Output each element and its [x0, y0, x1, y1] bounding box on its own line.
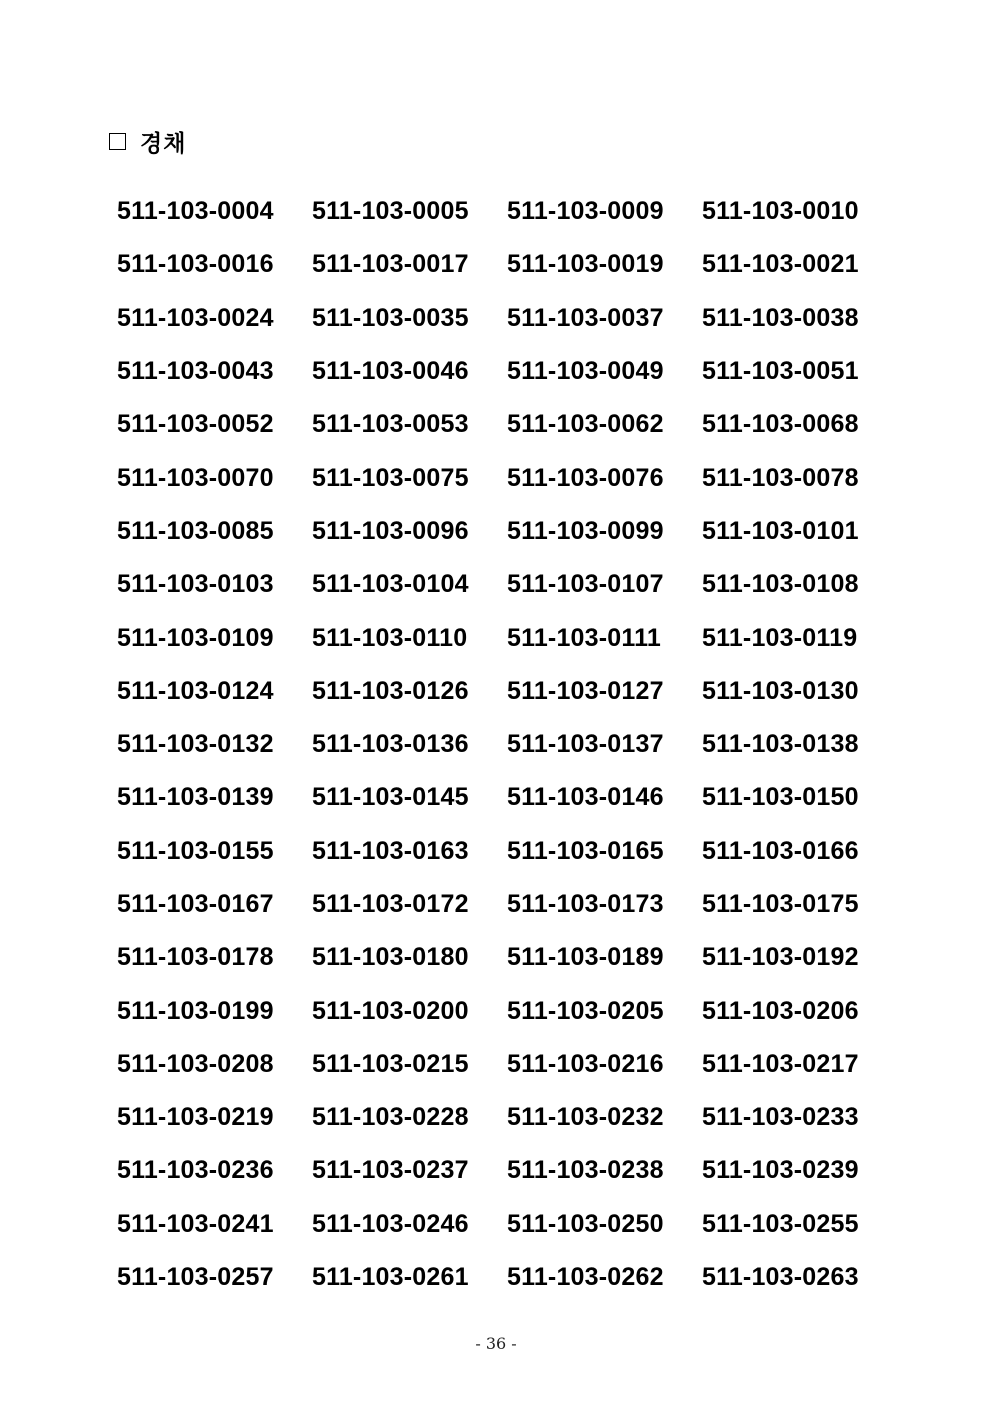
code-cell: 511-103-0010 — [702, 197, 859, 226]
code-cell: 511-103-0085 — [117, 516, 274, 545]
code-cell: 511-103-0068 — [702, 410, 859, 439]
code-cell: 511-103-0216 — [507, 1049, 664, 1078]
code-cell: 511-103-0165 — [507, 836, 664, 865]
code-cell: 511-103-0009 — [507, 197, 664, 226]
code-cell: 511-103-0255 — [702, 1209, 859, 1238]
code-cell: 511-103-0096 — [312, 516, 469, 545]
code-cell: 511-103-0263 — [702, 1263, 859, 1292]
code-list — [117, 185, 897, 1304]
code-cell: 511-103-0138 — [702, 730, 859, 759]
code-row — [117, 1038, 897, 1091]
code-cell: 511-103-0046 — [312, 357, 469, 386]
section-heading — [109, 124, 186, 158]
code-cell: 511-103-0062 — [507, 410, 664, 439]
code-row — [117, 292, 897, 345]
code-cell: 511-103-0035 — [312, 303, 469, 332]
code-cell: 511-103-0005 — [312, 197, 469, 226]
code-cell: 511-103-0166 — [702, 836, 859, 865]
code-row — [117, 1144, 897, 1197]
code-cell: 511-103-0016 — [117, 250, 274, 279]
code-cell: 511-103-0136 — [312, 730, 469, 759]
code-cell: 511-103-0127 — [507, 676, 664, 705]
page-number: - 36 - — [475, 1334, 517, 1353]
code-row — [117, 665, 897, 718]
code-row — [117, 398, 897, 451]
code-cell: 511-103-0021 — [702, 250, 859, 279]
code-cell: 511-103-0049 — [507, 357, 664, 386]
code-cell: 511-103-0239 — [702, 1156, 859, 1185]
code-cell: 511-103-0175 — [702, 890, 859, 918]
code-cell: 511-103-0146 — [507, 783, 664, 812]
code-cell: 511-103-0070 — [117, 463, 274, 492]
code-cell: 511-103-0137 — [507, 730, 664, 759]
code-cell: 511-103-0180 — [312, 943, 469, 972]
code-cell: 511-103-0200 — [312, 996, 469, 1025]
code-row — [117, 185, 897, 238]
code-cell: 511-103-0236 — [117, 1156, 274, 1185]
code-cell: 511-103-0241 — [117, 1209, 274, 1238]
code-cell: 511-103-0126 — [312, 676, 469, 705]
code-row — [117, 238, 897, 291]
code-cell: 511-103-0004 — [117, 197, 274, 226]
code-cell: 511-103-0246 — [312, 1209, 469, 1238]
code-row — [117, 1251, 897, 1304]
code-cell: 511-103-0130 — [702, 676, 859, 705]
code-row — [117, 558, 897, 611]
code-cell: 511-103-0075 — [312, 463, 469, 492]
code-cell: 511-103-0173 — [507, 890, 664, 918]
code-row — [117, 931, 897, 984]
code-cell: 511-103-0109 — [117, 623, 274, 652]
code-cell: 511-103-0232 — [507, 1103, 664, 1132]
code-cell: 511-103-0167 — [117, 890, 274, 918]
code-cell: 511-103-0145 — [312, 783, 469, 812]
code-cell: 511-103-0262 — [507, 1263, 664, 1292]
code-cell: 511-103-0163 — [312, 836, 469, 865]
code-cell: 511-103-0172 — [312, 890, 469, 918]
code-row — [117, 718, 897, 771]
code-cell: 511-103-0104 — [312, 570, 469, 599]
code-cell: 511-103-0238 — [507, 1156, 664, 1185]
code-cell: 511-103-0132 — [117, 730, 274, 759]
code-cell: 511-103-0205 — [507, 996, 664, 1025]
code-cell: 511-103-0215 — [312, 1049, 469, 1078]
code-row — [117, 771, 897, 824]
code-cell: 511-103-0052 — [117, 410, 274, 439]
code-cell: 511-103-0101 — [702, 516, 859, 545]
code-cell: 511-103-0053 — [312, 410, 469, 439]
code-cell: 511-103-0037 — [507, 303, 664, 332]
code-cell: 511-103-0017 — [312, 250, 469, 279]
code-cell: 511-103-0217 — [702, 1049, 859, 1078]
code-row — [117, 825, 897, 878]
code-cell: 511-103-0237 — [312, 1156, 469, 1185]
code-cell: 511-103-0150 — [702, 783, 859, 812]
code-cell: 511-103-0206 — [702, 996, 859, 1025]
code-cell: 511-103-0261 — [312, 1263, 469, 1292]
code-cell: 511-103-0124 — [117, 676, 274, 705]
code-cell: 511-103-0228 — [312, 1103, 469, 1132]
code-cell: 511-103-0111 — [507, 623, 661, 652]
code-cell: 511-103-0043 — [117, 357, 274, 386]
checkbox-icon — [109, 133, 126, 150]
code-cell: 511-103-0051 — [702, 357, 859, 386]
code-cell: 511-103-0189 — [507, 943, 664, 972]
code-cell: 511-103-0192 — [702, 943, 859, 972]
code-cell: 511-103-0119 — [702, 623, 858, 652]
code-cell: 511-103-0076 — [507, 463, 664, 492]
code-cell: 511-103-0107 — [507, 570, 664, 599]
code-row — [117, 451, 897, 504]
code-cell: 511-103-0219 — [117, 1103, 274, 1132]
code-cell: 511-103-0155 — [117, 836, 274, 865]
code-cell: 511-103-0038 — [702, 303, 859, 332]
code-cell: 511-103-0108 — [702, 570, 859, 599]
code-row — [117, 984, 897, 1037]
code-cell: 511-103-0099 — [507, 516, 664, 545]
code-row — [117, 878, 897, 931]
code-cell: 511-103-0103 — [117, 570, 274, 599]
code-cell: 511-103-0139 — [117, 783, 274, 812]
code-row — [117, 1198, 897, 1251]
code-cell: 511-103-0078 — [702, 463, 859, 492]
code-cell: 511-103-0233 — [702, 1103, 859, 1132]
code-cell: 511-103-0019 — [507, 250, 664, 279]
code-row — [117, 345, 897, 398]
code-cell: 511-103-0199 — [117, 996, 274, 1025]
code-row — [117, 505, 897, 558]
code-row — [117, 1091, 897, 1144]
code-cell: 511-103-0208 — [117, 1049, 274, 1078]
code-row — [117, 611, 897, 664]
code-cell: 511-103-0257 — [117, 1263, 274, 1292]
section-title: 경채 — [140, 130, 187, 157]
code-cell: 511-103-0250 — [507, 1209, 664, 1238]
code-cell: 511-103-0024 — [117, 303, 274, 332]
code-cell: 511-103-0178 — [117, 943, 274, 972]
code-cell: 511-103-0110 — [312, 623, 468, 652]
